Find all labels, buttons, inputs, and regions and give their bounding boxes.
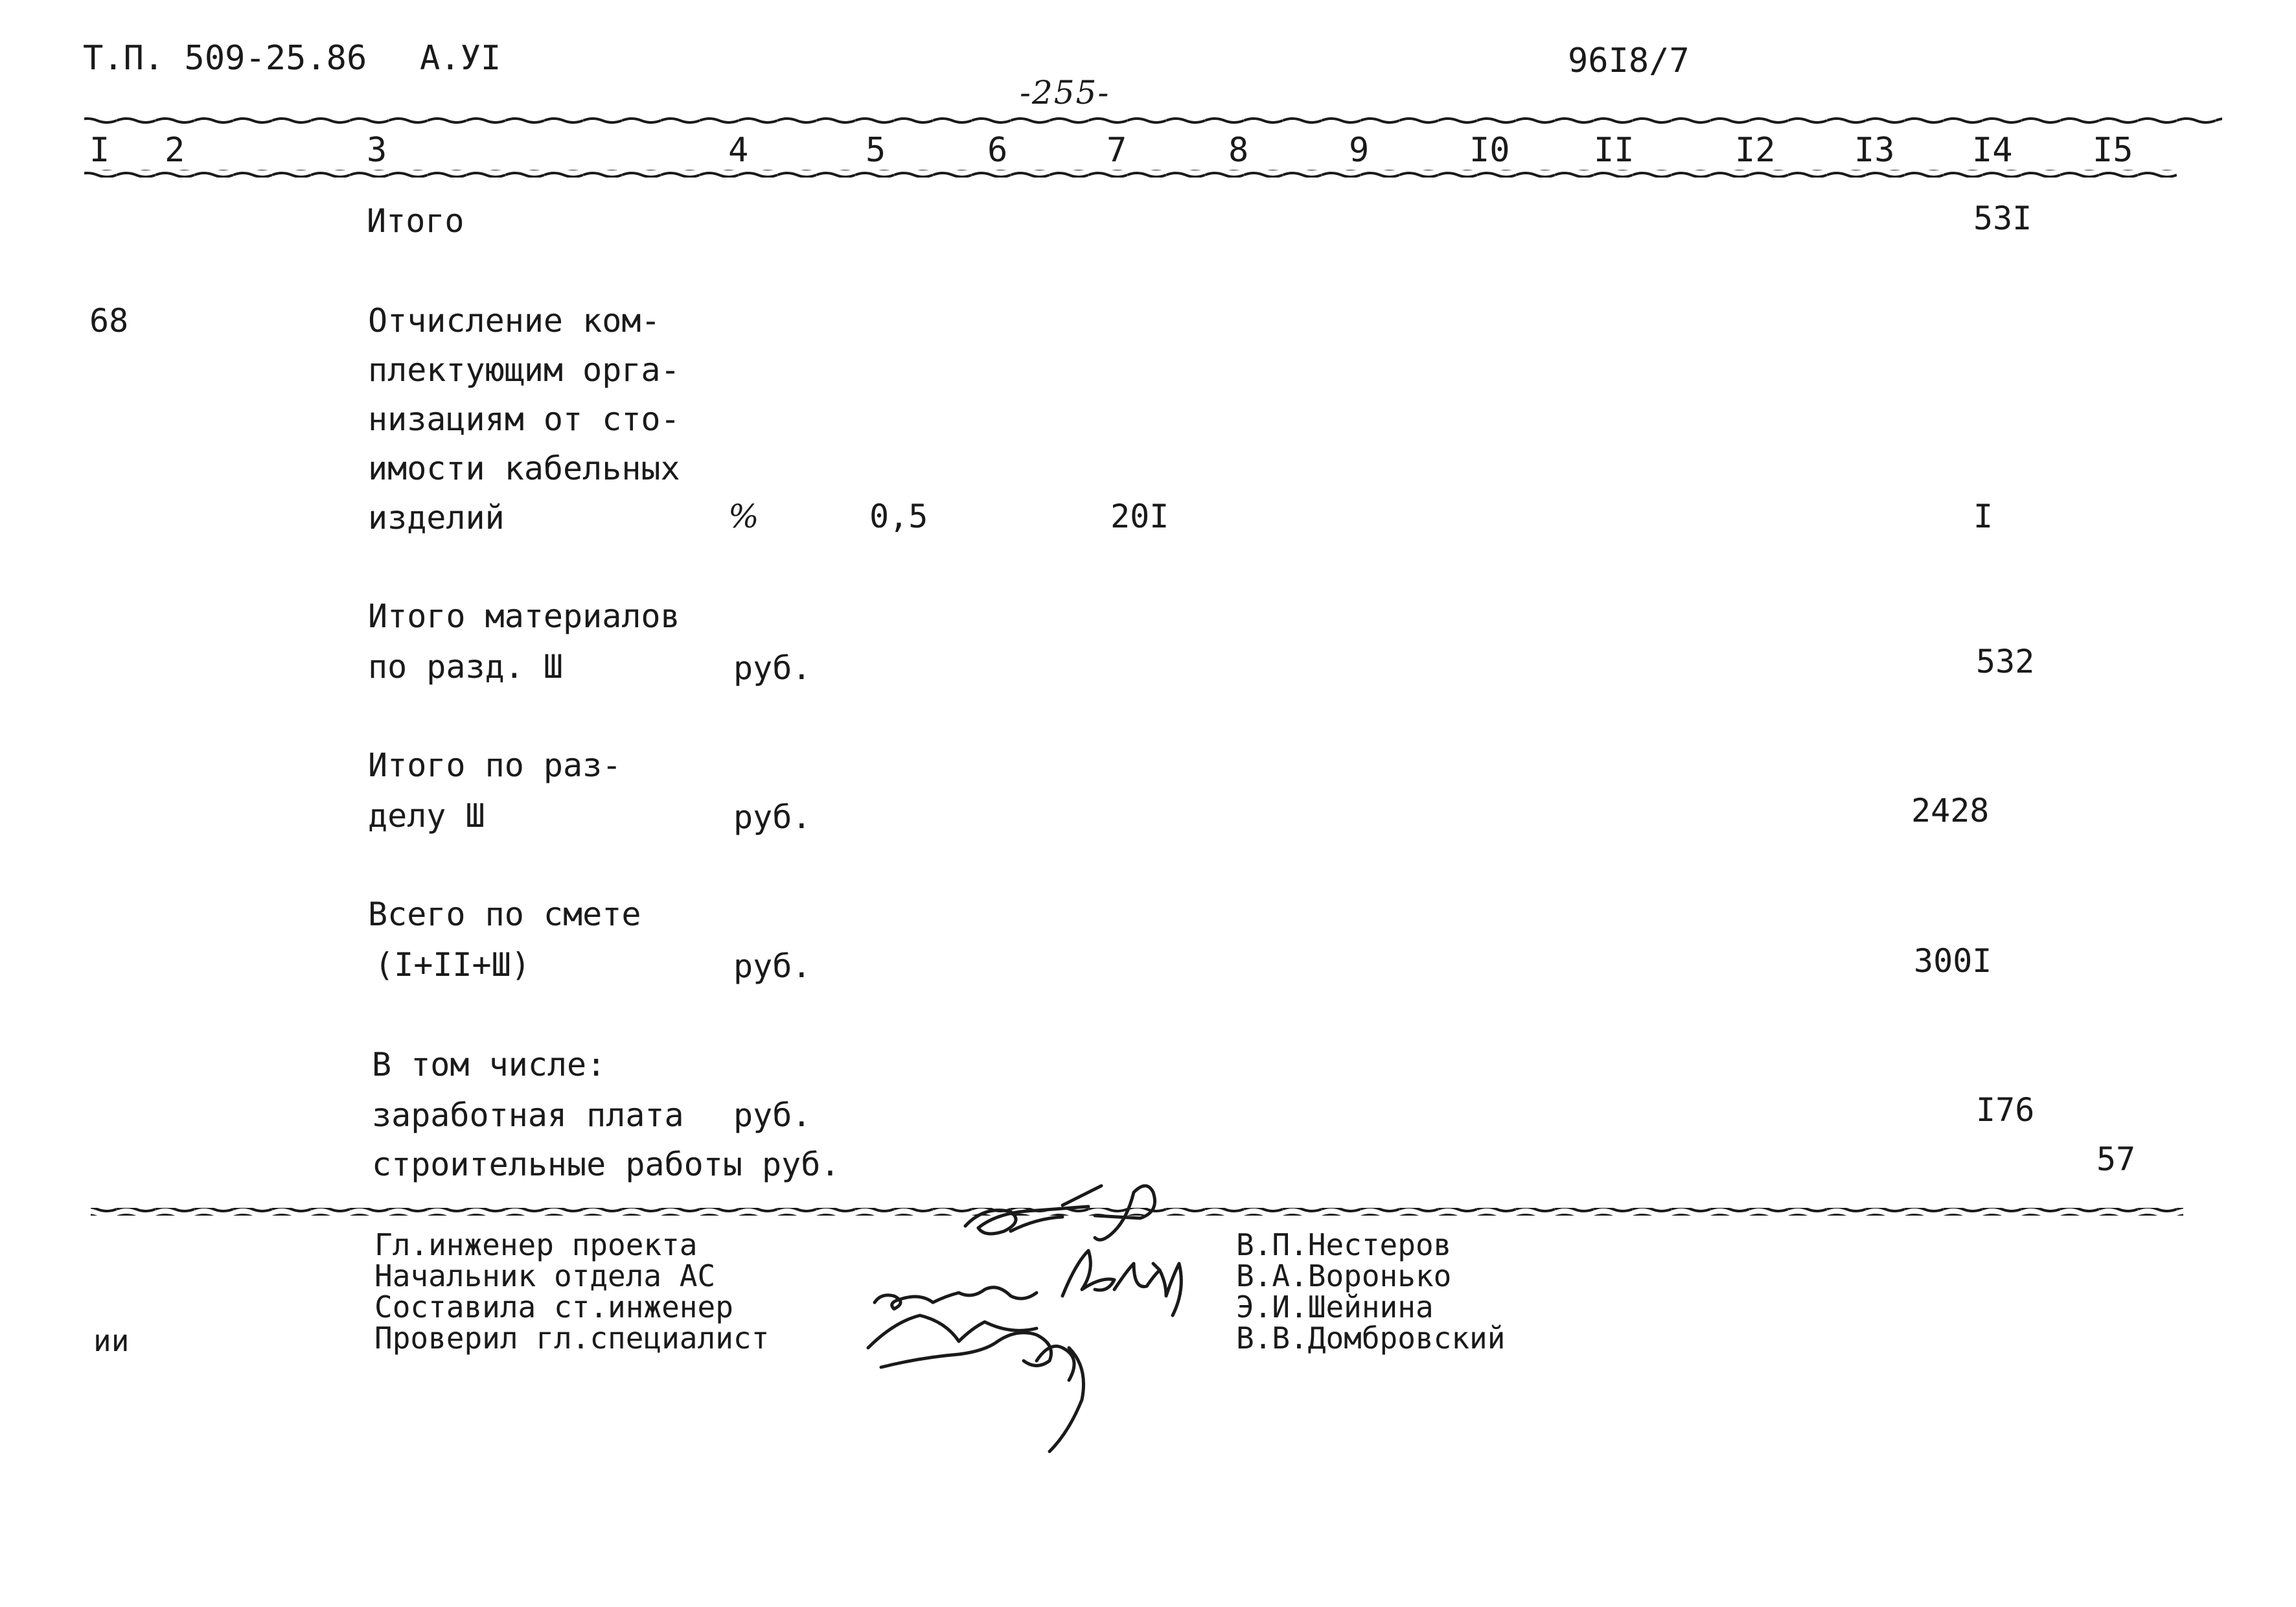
row-name-line: имости кабельных bbox=[368, 450, 680, 487]
column-header: 8 bbox=[1228, 131, 1249, 170]
signer-title: Начальник отдела АС bbox=[374, 1258, 716, 1293]
document-reference: Т.П. 509-25.86 bbox=[83, 39, 367, 78]
column-header: 3 bbox=[367, 131, 387, 170]
album-number: А.УI bbox=[420, 39, 501, 78]
signature-checker bbox=[881, 1333, 1084, 1451]
column-header: 5 bbox=[866, 131, 886, 170]
row-unit: руб. bbox=[733, 1096, 812, 1134]
signer-name: В.А.Воронько bbox=[1236, 1258, 1452, 1293]
row-total: 300I bbox=[1914, 942, 1992, 980]
column-header: I2 bbox=[1735, 131, 1776, 170]
row-name-line: изделий bbox=[368, 499, 505, 537]
row-name-line: низациям от сто- bbox=[368, 400, 680, 438]
column-header: 6 bbox=[987, 131, 1008, 170]
column-header: II bbox=[1594, 131, 1635, 170]
column-header: 7 bbox=[1107, 131, 1127, 170]
margin-note: ии bbox=[93, 1323, 130, 1358]
signer-title: Проверил гл.специалист bbox=[374, 1321, 770, 1356]
signer-name: В.П.Нестеров bbox=[1236, 1227, 1452, 1262]
signature-department-head bbox=[1062, 1251, 1181, 1315]
row-construction-value: 57 bbox=[2096, 1140, 2136, 1178]
row-name-line: Всего по смете bbox=[368, 896, 641, 933]
row-unit: руб. bbox=[733, 947, 812, 985]
row-name-line: Итого материалов bbox=[368, 597, 680, 635]
row-name-line: заработная плата bbox=[372, 1096, 684, 1134]
column-header: 2 bbox=[165, 131, 185, 170]
row-name-line: Отчисление ком- bbox=[368, 302, 661, 340]
signature-compiler bbox=[868, 1288, 1037, 1348]
row-unit: % bbox=[728, 498, 759, 535]
row-unit: руб. bbox=[733, 649, 812, 687]
row-name-line: по разд. Ш bbox=[368, 648, 564, 686]
column-header: I3 bbox=[1854, 131, 1895, 170]
row-name-line: Итого по раз- bbox=[368, 746, 622, 784]
row-rate: 0,5 bbox=[869, 498, 928, 535]
row-name-line: делу Ш bbox=[368, 797, 485, 835]
row-number: 68 bbox=[89, 302, 129, 340]
row-name-line: строительные работы руб. bbox=[372, 1146, 840, 1183]
sheet-code: 96I8/7 bbox=[1568, 41, 1690, 80]
signature-chief-engineer bbox=[965, 1186, 1155, 1240]
row-wages-value: I76 bbox=[1976, 1091, 2035, 1129]
signer-title: Гл.инженер проекта bbox=[374, 1227, 698, 1262]
row-base-value: 20I bbox=[1110, 498, 1169, 535]
row-name-line: В том числе: bbox=[372, 1046, 606, 1083]
row-name-line: (I+II+Ш) bbox=[374, 946, 531, 984]
signer-name: Э.И.Шейнина bbox=[1236, 1289, 1434, 1324]
column-header: I5 bbox=[2093, 131, 2133, 170]
row-total: 532 bbox=[1976, 643, 2035, 680]
row-total: 2428 bbox=[1911, 792, 1990, 829]
column-header: 9 bbox=[1349, 131, 1370, 170]
page-number: -255- bbox=[1020, 74, 1110, 111]
column-header: I0 bbox=[1469, 131, 1510, 170]
row-total: 53I bbox=[1973, 200, 2032, 237]
signer-name: В.В.Домбровский bbox=[1236, 1321, 1506, 1356]
row-total: I bbox=[1973, 498, 1993, 535]
row-name-line: плектующим орга- bbox=[368, 351, 680, 389]
column-header: 4 bbox=[728, 131, 749, 170]
row-unit: руб. bbox=[733, 798, 812, 836]
column-header: I bbox=[89, 131, 110, 170]
signer-title: Составила ст.инженер bbox=[374, 1289, 733, 1324]
column-header: I4 bbox=[1972, 131, 2013, 170]
row-name-line: Итого bbox=[367, 202, 465, 240]
